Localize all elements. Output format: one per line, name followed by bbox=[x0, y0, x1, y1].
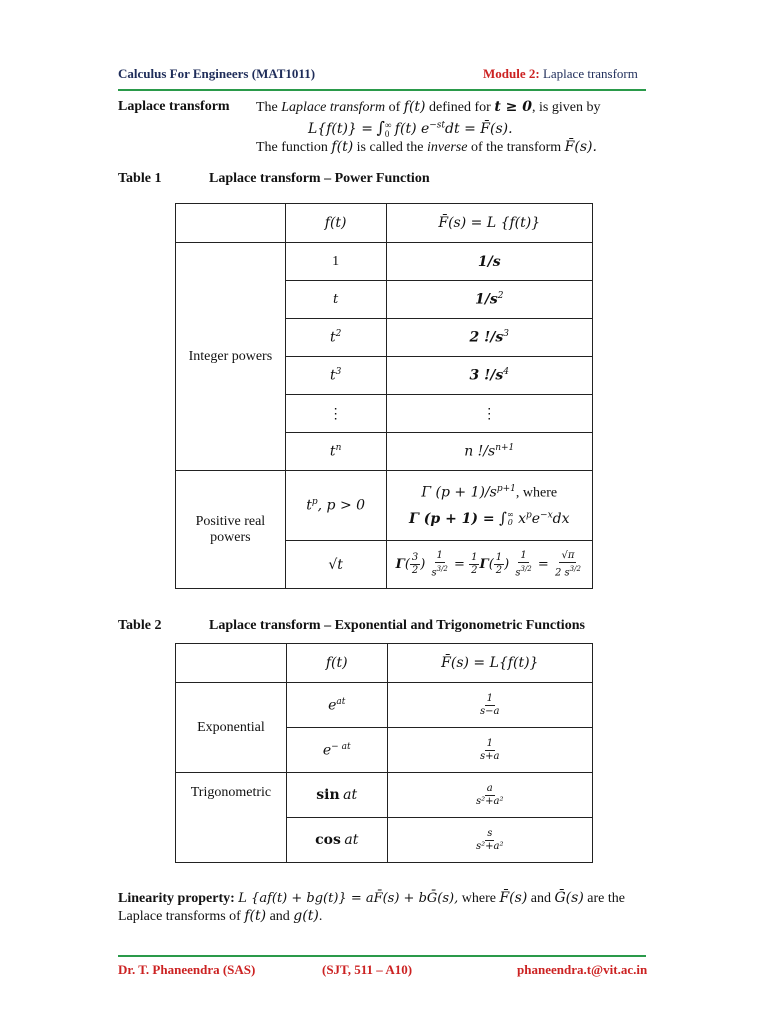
frac-num: 3 bbox=[411, 551, 419, 563]
exponent: p bbox=[311, 497, 318, 508]
math: t bbox=[329, 367, 336, 384]
math: Γ (p + 1) = bbox=[408, 511, 495, 528]
text-italic: Laplace transform bbox=[281, 100, 386, 115]
table1-label: Table 1 bbox=[118, 171, 162, 186]
table2-label: Table 2 bbox=[118, 618, 162, 633]
footer-rule bbox=[118, 955, 646, 957]
cell-ft: √t bbox=[285, 541, 386, 589]
math: , p > 0 bbox=[317, 497, 366, 514]
cell-Fs bbox=[387, 683, 592, 728]
math-G: Ḡ(s) bbox=[554, 890, 584, 906]
exponent: p bbox=[525, 510, 532, 521]
frac-num: 1 bbox=[486, 692, 493, 704]
definition-formula bbox=[308, 118, 513, 139]
math: dx bbox=[552, 511, 570, 528]
text: defined for bbox=[429, 100, 491, 115]
paren: ) bbox=[420, 556, 426, 572]
cell-ft bbox=[286, 728, 387, 773]
frac-den: 2 bbox=[471, 564, 478, 576]
math-ft: f(t) bbox=[403, 99, 426, 115]
cell-Fs: ⋮ bbox=[386, 395, 593, 433]
text: where bbox=[461, 891, 496, 906]
table2-corner bbox=[176, 644, 287, 683]
cell-ft bbox=[285, 357, 386, 395]
cell-ft bbox=[286, 683, 387, 728]
frac-num: √π bbox=[561, 549, 575, 561]
footer-author: Dr. T. Phaneendra (SAS) bbox=[118, 962, 256, 977]
exponent: n bbox=[335, 443, 342, 454]
table2-title: Laplace transform – Exponential and Trigonometric Functions bbox=[209, 618, 585, 633]
cell-Fs bbox=[386, 471, 593, 541]
frac-num: 1 bbox=[486, 737, 493, 749]
frac-num: 1 bbox=[436, 549, 443, 561]
text: are the bbox=[587, 891, 625, 906]
math-f: f(t) bbox=[244, 908, 267, 924]
text: Laplace transforms of bbox=[118, 909, 241, 924]
gamma: Γ bbox=[395, 556, 405, 572]
exponent: at bbox=[336, 696, 346, 707]
group-label-line: Positive real bbox=[195, 513, 266, 529]
equals: = bbox=[537, 556, 549, 572]
math: 2 !/s bbox=[469, 329, 504, 346]
paren: ( bbox=[404, 556, 410, 572]
footer-email[interactable]: phaneendra.t@vit.ac.in bbox=[517, 962, 648, 977]
table1 bbox=[175, 203, 593, 589]
group-label-line: powers bbox=[210, 529, 251, 545]
table1-title: Laplace transform – Power Function bbox=[209, 171, 430, 186]
text: and bbox=[269, 909, 290, 924]
math: 2 s bbox=[554, 567, 570, 579]
table1-header-ft: f(t) bbox=[285, 204, 386, 243]
exponent: 4 bbox=[503, 367, 509, 378]
math-condition: t ≥ 0 bbox=[494, 99, 533, 115]
math: e bbox=[322, 742, 332, 759]
definition-line-3 bbox=[256, 139, 597, 156]
table1-corner bbox=[176, 204, 286, 243]
math: Γ (p + 1)/s bbox=[421, 484, 497, 501]
group-trigonometric: Trigonometric bbox=[176, 773, 287, 863]
exponent: n+1 bbox=[495, 443, 515, 454]
cell-Fs bbox=[386, 281, 593, 319]
exponent: 3/2 bbox=[569, 564, 581, 573]
paren: ) bbox=[504, 556, 510, 572]
cell-ft bbox=[286, 773, 387, 818]
exponent: 2 bbox=[497, 291, 504, 302]
integral-sign: ∫ bbox=[376, 118, 385, 137]
frac-den: 2 bbox=[495, 564, 503, 576]
text: The function bbox=[256, 140, 328, 155]
cell-ft: t bbox=[285, 281, 386, 319]
module-label: Module 2: bbox=[483, 66, 540, 81]
function-name: cos bbox=[315, 831, 341, 848]
frac-den: s²+a² bbox=[476, 795, 504, 807]
linearity-line-1 bbox=[118, 890, 625, 907]
footer-office: (SJT, 511 – A10) bbox=[322, 962, 413, 977]
text: of bbox=[388, 100, 401, 115]
exponent: − at bbox=[331, 741, 351, 752]
gamma: Γ bbox=[479, 556, 489, 572]
frac-den: s−a bbox=[480, 705, 500, 717]
math: at bbox=[343, 786, 358, 803]
linearity-line-2 bbox=[118, 908, 322, 925]
text: , is given by bbox=[532, 100, 601, 115]
cell-Fs bbox=[386, 319, 593, 357]
math: L{f(t)} = bbox=[308, 121, 374, 137]
cell-ft bbox=[286, 818, 387, 863]
course-title: Calculus For Engineers (MAT1011) bbox=[118, 66, 316, 81]
cell-Fs-gamma-half bbox=[386, 541, 593, 589]
math-F: F̄(s). bbox=[564, 139, 597, 155]
math-g: g(t) bbox=[293, 908, 319, 924]
group-exponential: Exponential bbox=[176, 683, 287, 773]
math: e bbox=[328, 697, 337, 714]
frac-den: s+a bbox=[480, 750, 500, 762]
text: , where bbox=[515, 485, 558, 501]
text: . bbox=[318, 909, 323, 924]
integral-sign: ∫ bbox=[499, 509, 507, 528]
exponent: 3/2 bbox=[436, 564, 448, 573]
math: t bbox=[329, 329, 336, 346]
linearity-label: Linearity property: bbox=[118, 891, 235, 906]
math: n !/s bbox=[464, 443, 496, 460]
math: x bbox=[518, 511, 526, 528]
cell-Fs bbox=[387, 773, 592, 818]
text: and bbox=[530, 891, 551, 906]
cell-ft: ⋮ bbox=[285, 395, 386, 433]
function-name: sin bbox=[316, 786, 340, 803]
math: dt = F̄(s). bbox=[445, 121, 513, 137]
frac-num: 1 bbox=[520, 549, 527, 561]
frac-den: s²+a² bbox=[476, 840, 504, 852]
math: at bbox=[344, 831, 359, 848]
group-positive-real-powers bbox=[176, 471, 286, 589]
header-rule bbox=[118, 89, 646, 91]
paren: ( bbox=[488, 556, 494, 572]
frac-num: 1 bbox=[471, 551, 478, 563]
cell-Fs: 1/s bbox=[386, 243, 593, 281]
table2 bbox=[175, 643, 593, 863]
group-integer-powers: Integer powers bbox=[176, 243, 286, 471]
module-title: Laplace transform bbox=[542, 66, 638, 81]
module-heading bbox=[483, 66, 638, 82]
cell-ft bbox=[285, 433, 386, 471]
exponent: −st bbox=[429, 120, 446, 131]
cell-Fs bbox=[386, 357, 593, 395]
math-ft: f(t) bbox=[331, 139, 354, 155]
math: 1/s bbox=[475, 291, 498, 308]
cell-ft: 1 bbox=[285, 243, 386, 281]
text: of the transform bbox=[470, 140, 562, 155]
exponent: 3/2 bbox=[520, 564, 532, 573]
cell-Fs bbox=[387, 818, 592, 863]
definition-label: Laplace transform bbox=[118, 99, 230, 114]
equals: = bbox=[454, 556, 465, 572]
upper-limit: ∞ bbox=[384, 119, 392, 130]
math: e bbox=[531, 511, 541, 528]
math: 3 !/s bbox=[469, 367, 504, 384]
cell-Fs bbox=[387, 728, 592, 773]
math: t bbox=[306, 497, 312, 514]
cell-Fs bbox=[386, 433, 593, 471]
exponent: p+1 bbox=[496, 483, 516, 494]
math: s bbox=[431, 567, 437, 579]
frac-num: 1 bbox=[495, 551, 503, 563]
cell-ft bbox=[285, 471, 386, 541]
upper-limit: ∞ bbox=[506, 510, 514, 520]
table2-header-ft: f(t) bbox=[286, 644, 387, 683]
exponent: 3 bbox=[335, 367, 342, 378]
frac-num: s bbox=[487, 827, 493, 839]
definition-line-1 bbox=[256, 99, 600, 116]
frac-den: 2 bbox=[411, 564, 419, 576]
math: s bbox=[515, 567, 521, 579]
text: The bbox=[256, 100, 278, 115]
table1-header-Fs: F̄(s) = L {f(t)} bbox=[386, 204, 593, 243]
text-italic: inverse bbox=[427, 140, 468, 155]
math-F: F̄(s) bbox=[499, 890, 528, 906]
lower-limit: 0 bbox=[507, 518, 513, 528]
lower-limit: 0 bbox=[384, 128, 390, 139]
math: f(t) e bbox=[394, 121, 430, 137]
cell-ft bbox=[285, 319, 386, 357]
math: t bbox=[329, 443, 336, 460]
text: is called the bbox=[356, 140, 424, 155]
linearity-formula: L {af(t) + bg(t)} = aF̄(s) + bḠ(s), bbox=[238, 891, 459, 906]
frac-num: a bbox=[486, 782, 493, 794]
exponent: 3 bbox=[503, 329, 509, 340]
exponent: 2 bbox=[335, 329, 342, 340]
exponent: −x bbox=[540, 510, 553, 521]
table2-header-Fs: F̄(s) = L{f(t)} bbox=[387, 644, 592, 683]
